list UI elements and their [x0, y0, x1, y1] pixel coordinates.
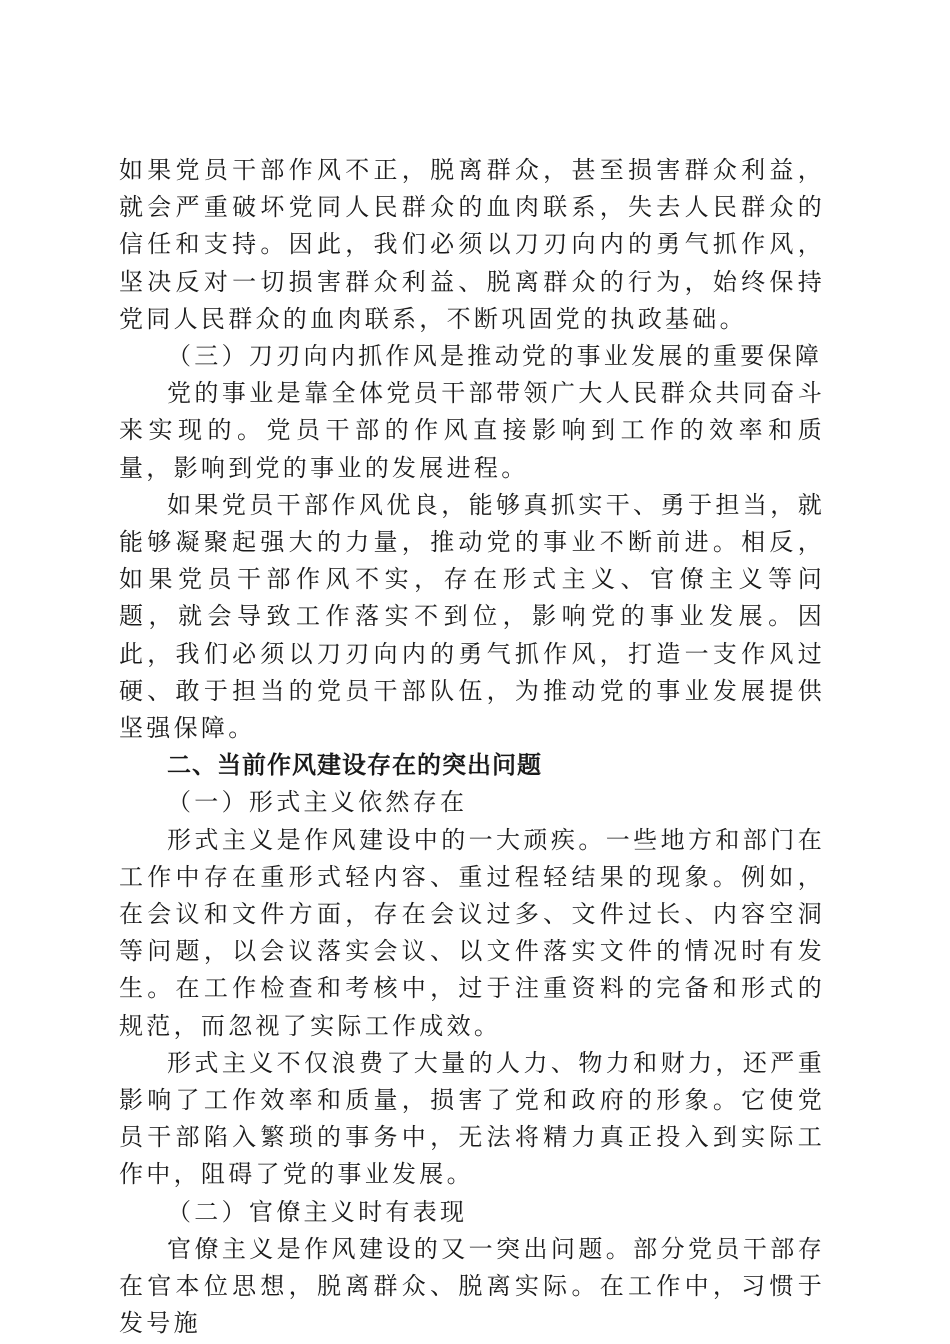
paragraph-bureaucratism-description: 官僚主义是作风建设的又一突出问题。部分党员干部存在官本位思想，脱离群众、脱离实际。在工作中，习惯于发号施: [119, 1234, 825, 1338]
heading-part-2: 二、当前作风建设存在的突出问题: [167, 751, 542, 780]
paragraph-mass-line-conclusion: 如果党员干部作风不正，脱离群众，甚至损害群众利益，就会严重破坏党同人民群众的血肉联系，失去人民群众的信任和支持。因此，我们必须以刀刃向内的勇气抓作风，坚决反对一切损害群众利益、脱离群众的行为，始终保持党同人民群众的血肉联系，不断巩固党的执政基础。: [119, 156, 825, 333]
subheading-formalism: （一）形式主义依然存在: [167, 788, 468, 817]
paragraph-party-cause: 党的事业是靠全体党员干部带领广大人民群众共同奋斗来实现的。党员干部的作风直接影响到工作的效率和质量，影响到党的事业的发展进程。: [119, 379, 825, 482]
subheading-bureaucratism: （二）官僚主义时有表现: [167, 1197, 468, 1226]
paragraph-formalism-harm: 形式主义不仅浪费了大量的人力、物力和财力，还严重影响了工作效率和质量，损害了党和政府的形象。它使党员干部陷入繁琐的事务中，无法将精力真正投入到实际工作中，阻碍了党的事业发展。: [119, 1048, 825, 1189]
subheading-section-3: （三）刀刃向内抓作风是推动党的事业发展的重要保障: [167, 342, 823, 371]
paragraph-formalism-description: 形式主义是作风建设中的一大顽疾。一些地方和部门在工作中存在重形式轻内容、重过程轻结果的现象。例如，在会议和文件方面，存在会议过多、文件过长、内容空洞等问题，以会议落实会议、以文件落实文件的情况时有发生。在工作检查和考核中，过于注重资料的完备和形式的规范，而忽视了实际工作成效。: [119, 825, 825, 1040]
document-body: [119, 152, 825, 1343]
paragraph-good-conduct: 如果党员干部作风优良，能够真抓实干、勇于担当，就能够凝聚起强大的力量，推动党的事业不断前进。相反，如果党员干部作风不实，存在形式主义、官僚主义等问题，就会导致工作落实不到位，影响党的事业发展。因此，我们必须以刀刃向内的勇气抓作风，打造一支作风过硬、敢于担当的党员干部队伍，为推动党的事业发展提供坚强保障。: [119, 490, 825, 743]
